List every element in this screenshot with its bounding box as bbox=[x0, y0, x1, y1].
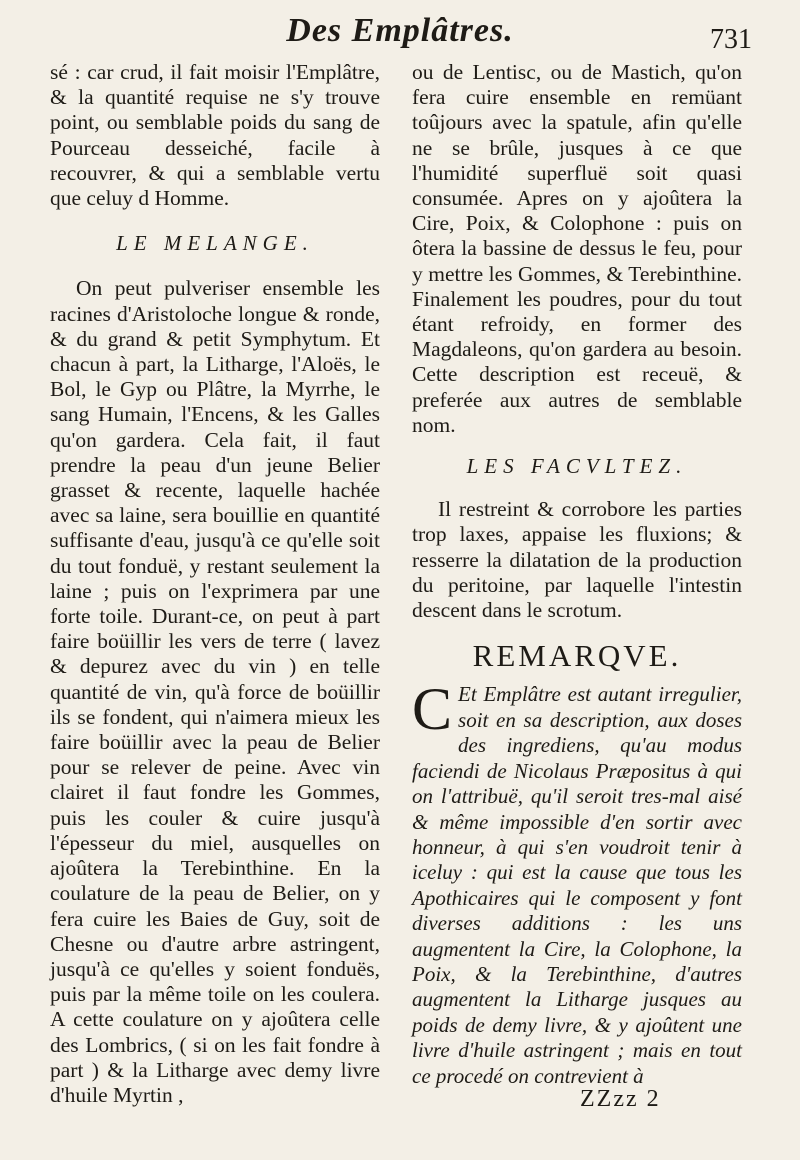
running-title: Des Emplâtres. bbox=[286, 12, 514, 49]
drop-cap: C bbox=[412, 676, 453, 743]
section-heading-remarque: REMARQVE. bbox=[472, 638, 682, 674]
running-head bbox=[0, 12, 800, 56]
section-heading-melange: LE MELANGE. bbox=[116, 231, 314, 256]
left-column bbox=[50, 60, 380, 1108]
right-paragraph-2: Il restreint & corrobore les parties trop laxes, appaise les fluxions; & resserre la dilatation de la production du peritoine, par laquelle l'intestin descent dans le scrotum. bbox=[412, 497, 742, 623]
right-paragraph-1: ou de Lentisc, ou de Mastich, qu'on fera cuire ensemble en remüant toûjours avec la spatule, afin qu'elle ne se brûle, jusques à ce que l'humidité superfluë soit quasi consumée. Apres on y ajoûtera la Cire, Poix, & Colophone : puis on ôtera la bassine de dessus le feu, pour y mettre les Gommes, & Terebinthine. Finalement les poudres, pour du tout étant refroidy, en former des Magdaleons, qu'on gardera au besoin. Cette description est receuë, & preferée aux autres de semblable nom. bbox=[412, 60, 742, 437]
signature-mark: ZZzz 2 bbox=[580, 1086, 661, 1112]
right-column bbox=[412, 60, 742, 1089]
section-heading-facultez: LES FACVLTEZ. bbox=[466, 454, 688, 479]
left-paragraph-1: sé : car crud, il fait moisir l'Emplâtre, & la quantité requise ne s'y trouve point, ou semblable poids du sang de Pourceau desseiché, facile à recouvrer, & qui a semblable vertu que celuy d Homme. bbox=[50, 60, 380, 211]
remark-paragraph bbox=[412, 676, 742, 1089]
remark-text: Et Emplâtre est autant irregulier, soit en sa description, aux doses des ingrediens, qu'au modus faciendi de Nicolaus Præpositus à qui on l'attribuë, qu'il seroit tres-mal aisé & même impossible d'en sortir avec honneur, à qui s'en voudroit tenir à iceluy : qui est la cause que tous les Apothicaires qui le composent y font diverses additions : les uns augmentent la Cire, la Colophone, la Poix, & la Terebinthine, d'autres augmentent la Litharge jusques au poids de demy livre, & y ajoûtent une livre d'huile astringent ; mais en tout ce procedé on contrevient à bbox=[412, 682, 742, 1088]
left-paragraph-2: On peut pulveriser ensemble les racines d'Aristoloche longue & ronde, & du grand & petit Symphytum. Et chacun à part, la Litharge, l'Aloës, le Bol, le Gyp ou Plâtre, la Myrrhe, le sang Humain, l'Encens, & les Galles qu'on gardera. Cela fait, il faut prendre la peau d'un jeune Belier grasset & recente, laquelle hachée avec sa laine, sera bouillie en quantité suffisante d'eau, jusqu'à ce qu'elle soit du tout fonduë, y restant seulement la laine ; puis on l'exprimera par une forte toile. Durant-ce, on peut à part faire boüillir les vers de terre ( lavez & depurez avec du vin ) en telle quantité de vin, qu'à force de boüillir ils se fondent, qui n'aimera mieux les faire boüillir avec la peau de Belier pour se relever de peine. Avec vin clairet il faut fondre les Gommes, puis les couler & cuire jusqu'à l'épesseur du miel, ausquelles on ajoûtera la Terebinthine. En la coulature de la peau de Belier, on y fera cuire les Baies de Guy, soit de Chesne ou d'autre arbre astringent, jusqu'à ce qu'elles y soient fonduës, puis par la même toile on les coulera. A cette coulature on y ajoûtera celle des Lombrics, ( si on les fait fondre à part ) & la Litharge avec demy livre d'huile Myrtin , bbox=[50, 276, 380, 1107]
page-number: 731 bbox=[710, 24, 752, 55]
